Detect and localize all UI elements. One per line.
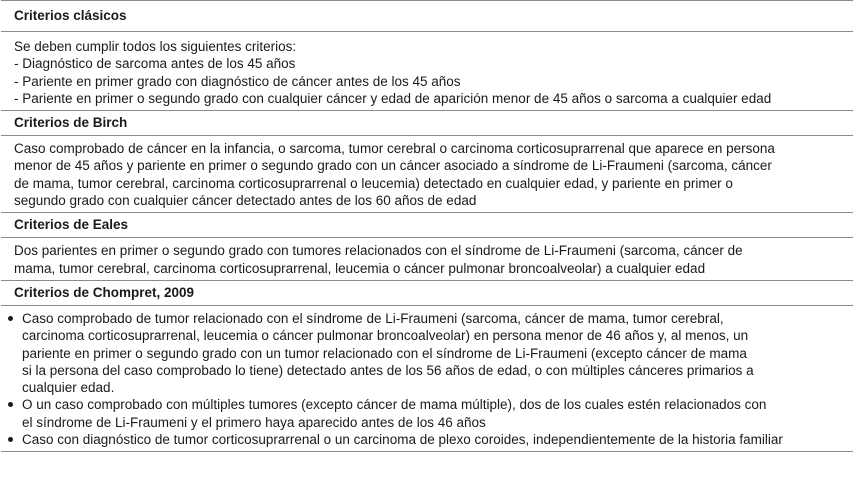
body-line: - Pariente en primer o segundo grado con cualquier cáncer y edad de aparición menor de 45 años o sarcoma a cualquier edad — [14, 90, 772, 106]
section-body-birch — [1, 136, 853, 212]
body-line: pariente en primer o segundo grado con un tumor relacionado con el síndrome de Li-Fraumeni (excepto cáncer de mama — [22, 345, 747, 361]
body-line: mama, tumor cerebral, carcinoma corticosuprarrenal, leucemia o cáncer pulmonar broncoalveolar) a cualquier edad — [14, 260, 706, 276]
body-line: Caso con diagnóstico de tumor corticosuprarrenal o un carcinoma de plexo coroides, independientemente de la historia familiar — [22, 432, 783, 448]
bullet-list — [6, 310, 840, 448]
body-line: O un caso comprobado con múltiples tumores (excepto cáncer de mama múltiple), dos de los cuales estén relacionados con — [22, 397, 767, 413]
section-title: Criterios de Eales — [14, 217, 129, 233]
table-bottom-rule — [1, 451, 853, 452]
body-line: segundo grado con cualquier cáncer detectado antes de los 60 años de edad — [14, 193, 477, 209]
section-header-birch — [1, 110, 853, 136]
bullet-item — [6, 310, 840, 396]
section-title: Criterios de Birch — [14, 115, 128, 131]
body-line: Se deben cumplir todos los siguientes criterios: — [14, 39, 297, 54]
section-title: Criterios clásicos — [14, 8, 127, 23]
criteria-table — [1, 0, 853, 452]
section-header-clasicos — [1, 0, 853, 32]
bullet-item — [6, 431, 840, 448]
section-header-eales — [1, 212, 853, 238]
body-line: de mama, tumor cerebral, carcinoma corticosuprarrenal o leucemia) detectado en cualquier edad, y pariente en primer o — [14, 175, 733, 191]
body-line: - Pariente en primer grado con diagnóstico de cáncer antes de los 45 años — [14, 73, 461, 89]
body-line: Dos parientes en primer o segundo grado con tumores relacionados con el síndrome de Li-Fraumeni (sarcoma, cáncer de — [14, 243, 743, 259]
bullet-item — [6, 396, 840, 431]
section-body-chompret — [1, 306, 853, 451]
body-line: Caso comprobado de cáncer en la infancia, o sarcoma, tumor cerebral o carcinoma corticosuprarrenal que aparece en persona — [14, 141, 775, 157]
section-body-clasicos — [1, 32, 853, 110]
body-line: Caso comprobado de tumor relacionado con el síndrome de Li-Fraumeni (sarcoma, cáncer de mama, tumor cerebral, — [22, 310, 724, 326]
body-line: menor de 45 años y pariente en primer o segundo grado con un cáncer asociado a síndrome de Li-Fraumeni (sarcoma, cáncer — [14, 158, 772, 174]
body-line: cualquier edad. — [22, 380, 115, 396]
body-line: - Diagnóstico de sarcoma antes de los 45 años — [14, 56, 296, 72]
body-line: si la persona del caso comprobado lo tiene) detectado antes de los 56 años de edad, o con múltiples cánceres primarios a — [22, 362, 754, 378]
body-line: el síndrome de Li-Fraumeni y el primero haya aparecido antes de los 46 años — [22, 414, 486, 430]
section-title: Criterios de Chompret, 2009 — [14, 284, 195, 300]
body-line: carcinoma corticosuprarrenal, leucemia o cáncer pulmonar broncoalveolar) en persona menor de 46 años y, al menos, un — [22, 328, 749, 344]
section-header-chompret — [1, 280, 853, 306]
section-body-eales — [1, 238, 853, 280]
